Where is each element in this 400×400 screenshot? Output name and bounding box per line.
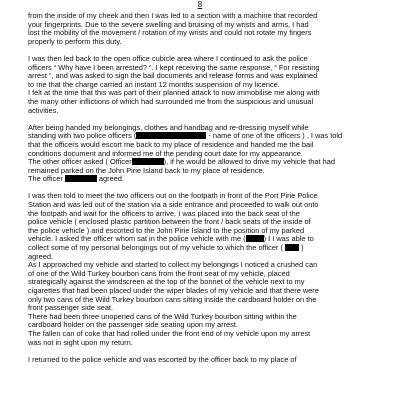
text-line: I returned to the police vehicle and was escorted by the officer back to my place of [28, 354, 297, 364]
text-line: arrest “, and was asked to sign the bail documents and release forms and was explained [28, 71, 318, 81]
text-line: officers “ Why have I been arrested? “. I kept receiving the same response, “ For resisting [28, 62, 320, 72]
text-line: There had been three unopened cans of the Wild Turkey bourbon sitting within the [28, 311, 297, 321]
text-line [28, 175, 384, 184]
page-number: 8 [197, 0, 203, 9]
paragraph [28, 192, 384, 261]
redaction-block [285, 244, 299, 251]
text-line: was not in sight upon my return. [28, 337, 133, 347]
paragraph [28, 124, 384, 184]
text-line: cardboard holder on the passenger side seating upon my arrest. [28, 320, 238, 330]
text-line: agreed. [28, 251, 54, 261]
redaction-block [136, 132, 206, 139]
text-line: I was then led back to the open office cubicle area where I continued to ask the police [28, 53, 308, 63]
text-segment: ), if he would be allowed to drive my vehicle that had [163, 157, 335, 167]
paragraph [28, 356, 384, 365]
text-line: that the officers would escort me back to my place of residence and handed me the bail [28, 139, 314, 149]
text-line: to me that the charge carried an instant 12 months suspension of my licence. [28, 79, 280, 89]
text-line: from the inside of my cheek and then I was led to a section with a machine that recorded [28, 11, 318, 20]
text-segment: vehicle. I asked the officer whom sat in the police vehicle with me ( [28, 234, 246, 244]
text-line: properly to perform this duty. [28, 36, 122, 46]
text-line: the police vehicle ) and escorted to the John Pirie Island to the position of my parked [28, 225, 305, 235]
text-line: As I approached my vehicle and started to collect my belongings I noticed a crushed can [28, 260, 318, 270]
text-segment: agreed. [96, 174, 124, 184]
text-line: remained parked on the John Pirie Island back to my place of residence. [28, 165, 265, 175]
text-line: cigarettes that had been placed under the wiper blades of my vehicle and that there were [28, 286, 319, 295]
text-line: Station and was led out of the station via a side entrance and proceeded to walk out onto [28, 200, 319, 210]
text-line: The fallen can of coke that had rolled under the front end of my vehicle upon my arrest [28, 328, 311, 338]
text-segment: The officer [28, 174, 63, 184]
redaction-block [65, 175, 97, 182]
text-segment: collect some of my personal belongings out of my vehicle to which the officer ( [28, 243, 283, 253]
text-line: police vehicle ( enclosed plastic partition between the front / back seats of the inside of [28, 217, 311, 227]
text-line: I felt at the time that this was part of their planned attack to now immobilise me along with [28, 88, 320, 98]
text-segment: standing with two police officers ( [28, 131, 137, 141]
text-line: conditions document and informed me of the pending court date for my appearance. [28, 148, 303, 158]
paragraph [28, 12, 384, 46]
text-segment: - name of one of the officers ) , I was told [206, 131, 343, 141]
redaction-block [246, 235, 264, 242]
text-line [28, 244, 384, 253]
text-line: lost the mobility of the movement / rotation of my wrists and could not rotate my fingers [28, 28, 312, 38]
text-line: only two cans of the Wild Turkey bourbon cans sitting inside the cardboard holder on the [28, 294, 317, 304]
redaction-block [132, 158, 164, 165]
paragraph [28, 261, 384, 347]
text-line: activities. [28, 105, 59, 115]
text-line: the many other inflictions of which had surrounded me from the suspicious and unusual [28, 96, 314, 106]
text-line: strategically against the windscreen at the top of the bonnet of the vehicle next to my [28, 277, 305, 287]
text-line: front passenger side seat. [28, 303, 114, 313]
text-segment: The other officer asked ( Officer [28, 157, 132, 167]
text-segment: ) [299, 243, 304, 253]
text-line: I was then told to meet the two officers out on the footpath in front of the Port Pirie Police [28, 191, 318, 201]
paragraph [28, 55, 384, 115]
text-line: After being handed my belongings, clothes and handbag and re-dressing myself while [28, 122, 309, 132]
text-line: of one of the Wild Turkey bourbon cans from the front seat of my vehicle, placed [28, 268, 290, 278]
text-line: the footpath and wait for the officers to arrive. I was placed into the back seat of the [28, 208, 300, 218]
document-body [28, 12, 384, 373]
text-segment: ) I I was able to [263, 234, 314, 244]
text-line: your fingerprints. Due to the severe swelling and bruising of my wrists and arms, I had [28, 19, 309, 29]
